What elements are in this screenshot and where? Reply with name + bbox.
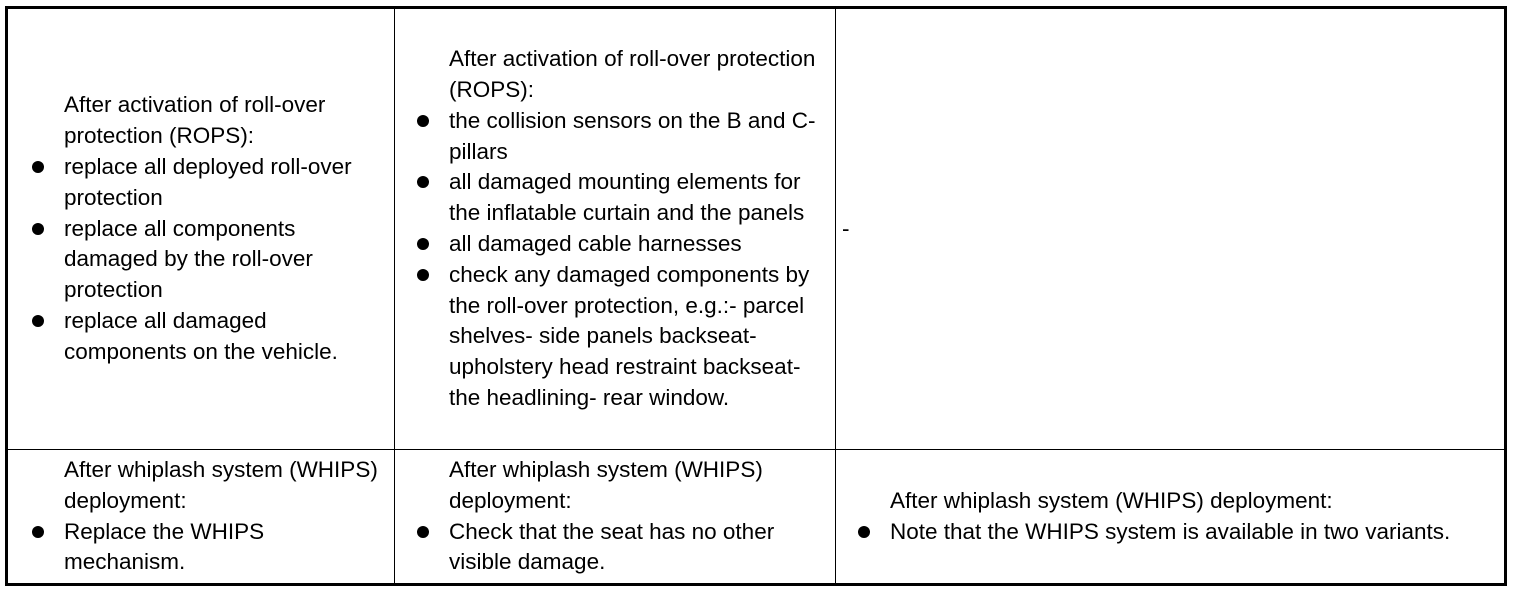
table-cell-rops-check	[395, 8, 836, 450]
bullet-dot-icon	[417, 269, 429, 281]
table-cell-whips-note	[836, 450, 1506, 585]
bullet-dot-icon	[858, 526, 870, 538]
bullet-dot-icon	[417, 176, 429, 188]
list-item: all damaged mounting elements for the inflatable curtain and the panels	[449, 167, 829, 229]
bullet-dot-icon	[32, 315, 44, 327]
table-cell-whips-replace	[7, 450, 395, 585]
list-item: the collision sensors on the B and C-pillars	[449, 106, 829, 168]
bullet-dot-icon	[32, 161, 44, 173]
bullet-dot-icon	[417, 115, 429, 127]
table-row	[7, 450, 1506, 585]
list-item: replace all damaged components on the vehicle.	[64, 306, 388, 368]
table-cell-whips-check	[395, 450, 836, 585]
table-row	[7, 8, 1506, 450]
list-item: check any damaged components by the roll-over protection, e.g.:- parcel shelves- side panels backseat- upholstery head restraint backseat- the headlining- rear window.	[449, 260, 829, 414]
table-cell-rops-replace	[7, 8, 395, 450]
list-item: Replace the WHIPS mechanism.	[64, 517, 388, 579]
list-item: all damaged cable harnesses	[449, 229, 829, 260]
bullet-dot-icon	[32, 223, 44, 235]
empty-dash: -	[842, 215, 850, 241]
bullet-list	[449, 106, 829, 414]
table-cell-rops-note	[836, 8, 1506, 450]
list-item: Check that the seat has no other visible damage.	[449, 517, 829, 579]
cell-intro: After activation of roll-over protection (ROPS):	[64, 92, 326, 149]
bullet-dot-icon	[417, 238, 429, 250]
cell-intro: After whiplash system (WHIPS) deployment:	[449, 456, 763, 513]
bullet-dot-icon	[417, 526, 429, 538]
bullet-list	[449, 517, 829, 579]
bullet-list	[890, 517, 1496, 548]
bullet-list	[64, 517, 388, 579]
bullet-dot-icon	[32, 526, 44, 538]
bullet-list	[64, 152, 388, 368]
list-item: replace all deployed roll-over protection	[64, 152, 388, 214]
cell-intro: After whiplash system (WHIPS) deployment:	[890, 487, 1333, 513]
instruction-table	[5, 6, 1507, 586]
list-item: Note that the WHIPS system is available in two variants.	[890, 517, 1496, 548]
cell-intro: After whiplash system (WHIPS) deployment:	[64, 456, 378, 513]
cell-intro: After activation of roll-over protection (ROPS):	[449, 46, 816, 103]
list-item: replace all components damaged by the roll-over protection	[64, 214, 388, 306]
